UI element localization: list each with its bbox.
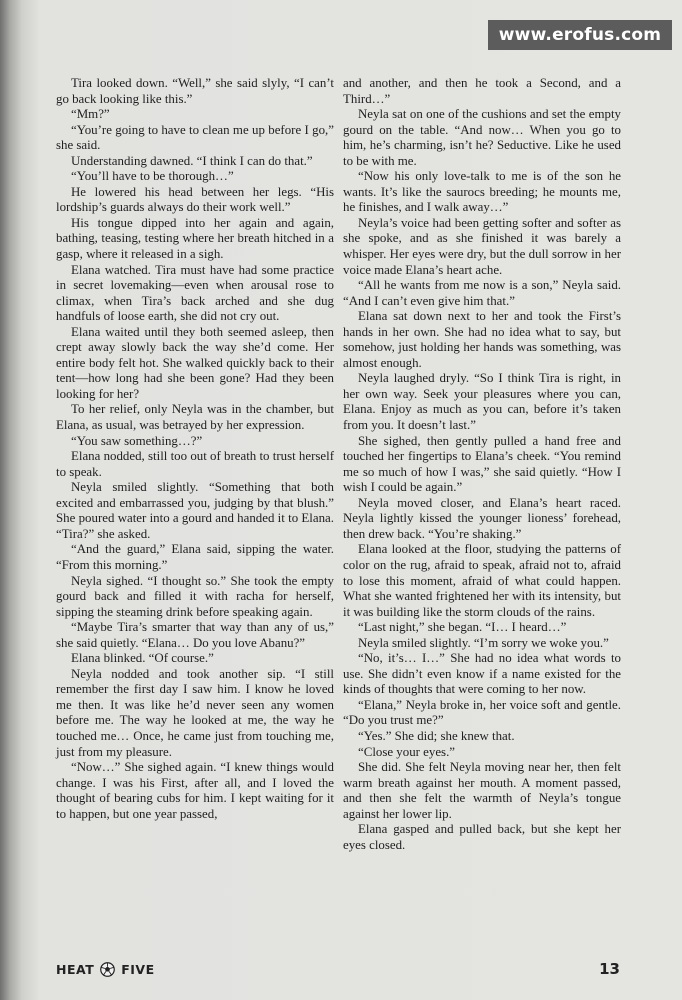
paragraph: “You’ll have to be thorough…” bbox=[71, 169, 234, 184]
paragraph: Neyla nodded and took another sip. “I still remember the first day I saw him. I know he loved me then. It was like he’d never seen any women before me. The way he looked at me, the way he touched me… Once, he came just from touching me, just from my pleasure. bbox=[56, 666, 334, 759]
paragraph: Neyla smiled slightly. “Something that both excited and embarrassed you, judging by that blush.” She poured water into a gourd and handed it to Elana. “Tira?” she asked. bbox=[56, 480, 334, 541]
paragraph: She sighed, then gently pulled a hand free and touched her fingertips to Elana’s cheek. “You remind me so much of how I was,” she said quietly. “How I wish I could be again.” bbox=[343, 433, 621, 495]
paragraph: Elana nodded, still too out of breath to trust herself to speak. bbox=[56, 449, 334, 479]
text-column-left bbox=[56, 76, 334, 822]
soccer-ball-icon bbox=[100, 962, 115, 977]
book-title-part-1: HEAT bbox=[56, 962, 95, 977]
paragraph: Understanding dawned. “I think I can do that.” bbox=[71, 153, 313, 168]
paragraph: Neyla sat on one of the cushions and set the empty gourd on the table. “And now… When you go to him, he’s charming, isn’t he? Seductive. Like he used to be with me. bbox=[343, 107, 621, 168]
paragraph: Tira looked down. “Well,” she said slyly, “I can’t go back looking like this.” bbox=[56, 76, 334, 106]
paragraph: “Elana,” Neyla broke in, her voice soft and gentle. “Do you trust me?” bbox=[343, 697, 621, 728]
book-title-footer bbox=[56, 962, 155, 977]
book-title-part-2: FIVE bbox=[121, 962, 155, 977]
paragraph: “And the guard,” Elana said, sipping the water. “From this morning.” bbox=[56, 542, 334, 572]
paragraph: “All he wants from me now is a son,” Neyla said. “And I can’t even give him that.” bbox=[343, 278, 621, 308]
paragraph: Neyla smiled slightly. “I’m sorry we woke you.” bbox=[358, 635, 609, 650]
paragraph: “Yes.” She did; she knew that. bbox=[358, 728, 515, 743]
paragraph: “You’re going to have to clean me up before I go,” she said. bbox=[56, 122, 334, 153]
paragraph: “No, it’s… I…” She had no idea what words to use. She didn’t even know if a name existed for the kinds of thoughts that were coming to her now. bbox=[343, 651, 621, 697]
paragraph: Neyla’s voice had been getting softer and softer as she spoke, and as she finished it was barely a whisper. Her eyes were dry, but the dull sorrow in her voice made Elana’s heart ache. bbox=[343, 215, 621, 277]
paragraph: Elana waited until they both seemed asleep, then crept away slowly back the way she’d come. Her entire body felt hot. She walked quickly back to their tent—how long had she been gone? Had they been looking for her? bbox=[56, 324, 334, 401]
paragraph: “Now…” She sighed again. “I knew things would change. I was his First, after all, and I loved the thought of bearing cubs for him. I kept waiting for it to happen, but one year passed, bbox=[56, 760, 334, 821]
paragraph: His tongue dipped into her again and again, bathing, teasing, testing where her breath hitched in a gasp, where it released in a sigh. bbox=[56, 215, 334, 262]
paragraph: Elana watched. Tira must have had some practice in secret lovemaking—even when arousal rose to climax, when Tira’s back arched and she dug handfuls of loose earth, she did not cry out. bbox=[56, 262, 334, 324]
paragraph: Neyla sighed. “I thought so.” She took the empty gourd back and filled it with racha for herself, sipping the steaming drink before speaking again. bbox=[56, 573, 334, 619]
paragraph: She did. She felt Neyla moving near her, then felt warm breath against her mouth. A moment passed, and then she felt the warmth of Neyla’s tongue against her lower lip. bbox=[343, 760, 621, 821]
paragraph: Neyla laughed dryly. “So I think Tira is right, in her own way. Seek your pleasures where you can, Elana. Enjoy as much as you can, before it’s taken from you. It doesn’t last.” bbox=[343, 371, 621, 433]
text-column-right bbox=[343, 76, 621, 853]
paragraph: and another, and then he took a Second, and a Third…” bbox=[343, 76, 621, 106]
paragraph: To her relief, only Neyla was in the chamber, but Elana, as usual, was betrayed by her expression. bbox=[56, 402, 334, 433]
paragraph: “Now his only love-talk to me is of the son he wants. It’s like the saurocs breeding; he mounts me, he finishes, and I walk away…” bbox=[343, 169, 621, 215]
paragraph: Elana gasped and pulled back, but she kept her eyes closed. bbox=[343, 822, 621, 852]
paragraph: “Last night,” she began. “I… I heard…” bbox=[358, 620, 567, 635]
page-number: 13 bbox=[599, 960, 620, 978]
site-watermark: www.erofus.com bbox=[488, 20, 672, 50]
paragraph: “You saw something…?” bbox=[71, 433, 203, 448]
paragraph: Elana sat down next to her and took the First’s hands in her own. She had no idea what to say, but somehow, just holding her hands was something, was almost enough. bbox=[343, 309, 621, 370]
paragraph: Neyla moved closer, and Elana’s heart raced. Neyla lightly kissed the younger lioness’ forehead, then drew back. “You’re shaking.” bbox=[343, 495, 621, 541]
paragraph: “Close your eyes.” bbox=[358, 744, 456, 759]
paragraph: Elana looked at the floor, studying the patterns of color on the rug, afraid to speak, afraid not to, afraid to lose this moment, afraid of what could happen. What she wanted frightened her with its intensity, but it was building like the storm clouds of the rains. bbox=[343, 542, 621, 619]
paragraph: He lowered his head between her legs. “His lordship’s guards always do their work well.” bbox=[56, 184, 334, 215]
paragraph: “Maybe Tira’s smarter that way than any of us,” she said quietly. “Elana… Do you love Abanu?” bbox=[56, 620, 334, 650]
paragraph: “Mm?” bbox=[71, 107, 110, 122]
paragraph: Elana blinked. “Of course.” bbox=[71, 651, 214, 666]
